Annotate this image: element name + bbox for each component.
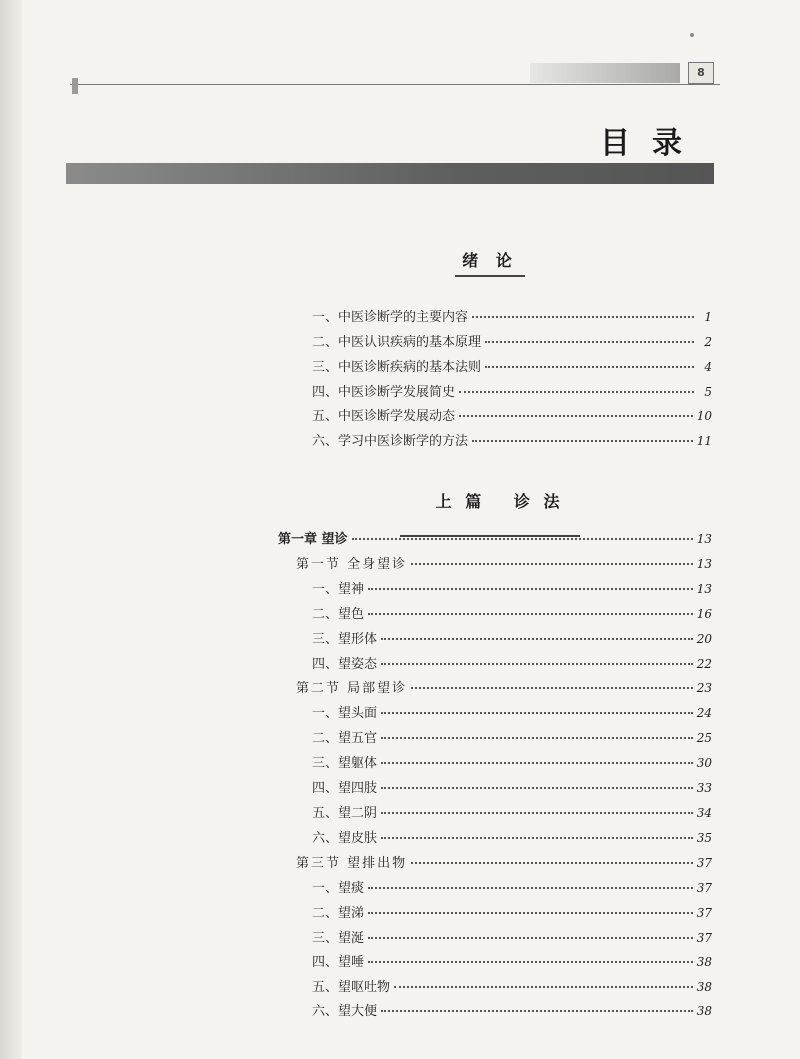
toc-page: 13 — [696, 532, 712, 546]
dot-leader — [381, 737, 693, 739]
dot-leader — [368, 961, 693, 963]
dot-leader — [381, 762, 693, 764]
toc-label: 六、望皮肤 — [312, 831, 378, 846]
toc-intro-2[interactable] — [312, 331, 712, 350]
toc-item[interactable] — [312, 976, 712, 995]
header-tick — [72, 78, 78, 94]
toc-label: 第三节 望排出物 — [296, 856, 408, 871]
toc-item[interactable] — [312, 827, 712, 846]
page-number-box: 8 — [688, 62, 714, 84]
dot-leader — [485, 366, 694, 368]
toc-intro-1[interactable] — [312, 306, 712, 325]
toc-item[interactable] — [312, 777, 712, 796]
dot-leader — [472, 440, 693, 442]
toc-page: 16 — [696, 607, 712, 621]
toc-label: 四、望唾 — [312, 955, 365, 970]
dot-leader — [381, 787, 693, 789]
toc-item[interactable] — [312, 927, 712, 946]
toc-item[interactable] — [312, 628, 712, 647]
toc-label: 三、望涎 — [312, 931, 365, 946]
toc-item[interactable] — [312, 951, 712, 970]
toc-item[interactable] — [312, 1000, 712, 1019]
toc-section-2[interactable] — [296, 677, 712, 696]
dot-leader — [485, 341, 694, 343]
dot-leader — [459, 391, 694, 393]
toc-page: 22 — [696, 657, 712, 671]
paper-speck — [690, 33, 694, 37]
toc-section-3[interactable] — [296, 852, 712, 871]
toc-intro-5[interactable] — [312, 405, 712, 424]
intro-heading — [455, 248, 525, 271]
toc-label: 六、望大便 — [312, 1004, 378, 1019]
intro-heading-underline — [455, 275, 525, 277]
toc-section-1[interactable] — [296, 553, 712, 572]
toc-label: 一、望神 — [312, 582, 365, 597]
toc-label: 三、中医诊断疾病的基本法则 — [312, 360, 482, 375]
toc-page: 34 — [696, 806, 712, 820]
header-band — [530, 63, 680, 83]
toc-page: 37 — [696, 906, 712, 920]
toc-page: 30 — [696, 756, 712, 770]
toc-page: 4 — [704, 360, 712, 374]
toc-page: 13 — [696, 582, 712, 596]
title-bar — [66, 163, 714, 184]
dot-leader — [394, 986, 693, 988]
toc-page: 24 — [696, 706, 712, 720]
header-rule — [70, 84, 720, 85]
part-heading-text: 上 篇 诊 法 — [435, 492, 564, 511]
toc-page: 20 — [696, 632, 712, 646]
dot-leader — [411, 687, 693, 689]
toc-page: 11 — [696, 434, 712, 448]
toc-label: 四、望姿态 — [312, 657, 378, 672]
toc-intro-6[interactable] — [312, 430, 712, 449]
toc-page: 37 — [696, 856, 712, 870]
toc-page: 35 — [696, 831, 712, 845]
toc-label: 三、望形体 — [312, 632, 378, 647]
toc-page: 2 — [704, 335, 712, 349]
toc-label: 第二节 局部望诊 — [296, 681, 408, 696]
dot-leader — [368, 588, 693, 590]
toc-page: 1 — [704, 310, 712, 324]
toc-item[interactable] — [312, 578, 712, 597]
toc-label: 第一章 望诊 — [278, 532, 348, 547]
dot-leader — [411, 563, 693, 565]
dot-leader — [368, 613, 693, 615]
toc-page: 37 — [696, 881, 712, 895]
toc-label: 二、望五官 — [312, 731, 378, 746]
dot-leader — [368, 912, 693, 914]
dot-leader — [381, 812, 693, 814]
dot-leader — [472, 316, 694, 318]
toc-label: 五、望呕吐物 — [312, 980, 391, 995]
page-title: 目录 — [600, 126, 704, 161]
toc-label: 一、望头面 — [312, 706, 378, 721]
toc-label: 四、中医诊断学发展简史 — [312, 385, 456, 400]
intro-heading-text: 绪 论 — [462, 251, 518, 270]
toc-item[interactable] — [312, 802, 712, 821]
toc-chapter-1[interactable] — [278, 528, 712, 547]
dot-leader — [368, 887, 693, 889]
dot-leader — [368, 937, 693, 939]
dot-leader — [381, 663, 693, 665]
toc-page: 37 — [696, 931, 712, 945]
toc-label: 六、学习中医诊断学的方法 — [312, 434, 469, 449]
toc-label: 一、望痰 — [312, 881, 365, 896]
toc-page: 38 — [696, 955, 712, 969]
toc-page: 5 — [704, 385, 712, 399]
toc-intro-4[interactable] — [312, 381, 712, 400]
part-heading — [400, 470, 580, 531]
dot-leader — [381, 638, 693, 640]
toc-label: 三、望躯体 — [312, 756, 378, 771]
dot-leader — [381, 712, 693, 714]
toc-page: 23 — [696, 681, 712, 695]
dot-leader — [381, 837, 693, 839]
toc-page: 25 — [696, 731, 712, 745]
dot-leader — [411, 862, 693, 864]
toc-label: 五、望二阴 — [312, 806, 378, 821]
toc-label: 二、中医认识疾病的基本原理 — [312, 335, 482, 350]
toc-item[interactable] — [312, 752, 712, 771]
toc-label: 第一节 全身望诊 — [296, 557, 408, 572]
toc-label: 二、望色 — [312, 607, 365, 622]
toc-label: 二、望涕 — [312, 906, 365, 921]
toc-intro-3[interactable] — [312, 356, 712, 375]
toc-page: 38 — [696, 1004, 712, 1018]
toc-item[interactable] — [312, 603, 712, 622]
toc-page: 38 — [696, 980, 712, 994]
dot-leader — [352, 538, 693, 540]
toc-label: 五、中医诊断学发展动态 — [312, 409, 456, 424]
toc-label: 四、望四肢 — [312, 781, 378, 796]
toc-item[interactable] — [312, 902, 712, 921]
dot-leader — [459, 415, 693, 417]
page-gutter-shadow — [0, 0, 22, 1059]
toc-label: 一、中医诊断学的主要内容 — [312, 310, 469, 325]
toc-item[interactable] — [312, 653, 712, 672]
toc-page: 13 — [696, 557, 712, 571]
toc-item[interactable] — [312, 727, 712, 746]
dot-leader — [381, 1010, 693, 1012]
toc-item[interactable] — [312, 702, 712, 721]
toc-page: 10 — [696, 409, 712, 423]
toc-item[interactable] — [312, 877, 712, 896]
toc-page: 33 — [696, 781, 712, 795]
